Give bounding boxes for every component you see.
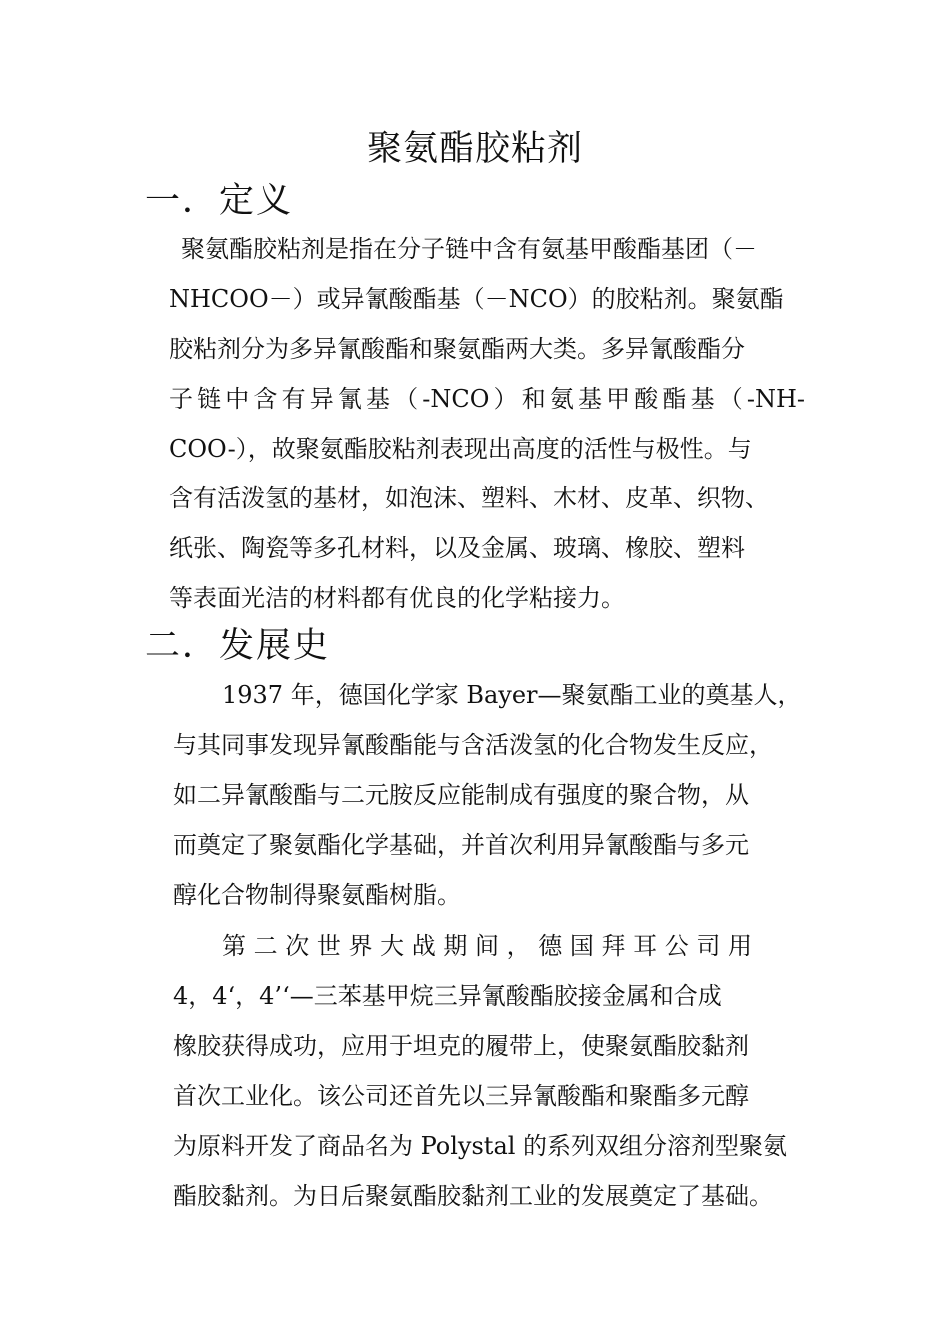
history-p2-line-1: 第 二 次 世 界 大 战 期 间 ， 德 国 拜 耳 公 司 用 [222, 932, 753, 960]
definition-line-8: 等表面光洁的材料都有优良的化学粘接力。 [169, 584, 625, 612]
definition-line-4: 子链中含有异氰基（-NCO）和氨基甲酸酯基（-NH- [169, 385, 805, 413]
definition-line-7: 纸张、陶瓷等多孔材料，以及金属、玻璃、橡胶、塑料 [169, 534, 745, 562]
definition-line-6: 含有活泼氢的基材，如泡沫、塑料、木材、皮革、织物、 [169, 484, 769, 512]
history-p1-line-1: 1937 年，德国化学家 Bayer—聚氨酯工业的奠基人， [222, 681, 802, 709]
document-title: 聚氨酯胶粘剂 [366, 129, 583, 169]
history-p1-line-3: 如二异氰酸酯与二元胺反应能制成有强度的聚合物，从 [173, 781, 749, 809]
history-p1-line-2: 与其同事发现异氰酸酯能与含活泼氢的化合物发生反应， [173, 731, 773, 759]
history-p2-line-4: 首次工业化。该公司还首先以三异氰酸酯和聚酯多元醇 [173, 1082, 749, 1110]
history-p1-line-4: 而奠定了聚氨酯化学基础，并首次利用异氰酸酯与多元 [173, 831, 749, 859]
section-heading-history: 二．发展史 [145, 626, 331, 666]
history-p1-line-5: 醇化合物制得聚氨酯树脂。 [173, 881, 461, 909]
history-p2-line-2: 4，4‘，4’‘—三苯基甲烷三异氰酸酯胶接金属和合成 [173, 982, 722, 1010]
definition-line-3: 胶粘剂分为多异氰酸酯和聚氨酯两大类。多异氰酸酯分 [169, 335, 745, 363]
history-p2-line-3: 橡胶获得成功，应用于坦克的履带上，使聚氨酯胶黏剂 [173, 1032, 749, 1060]
section-heading-definition: 一．定义 [145, 181, 294, 221]
definition-line-2: NHCOO－）或异氰酸酯基（－NCO）的胶粘剂。聚氨酯 [169, 285, 784, 313]
history-p2-line-6: 酯胶黏剂。为日后聚氨酯胶黏剂工业的发展奠定了基础。 [173, 1182, 773, 1210]
definition-line-5: COO-），故聚氨酯胶粘剂表现出高度的活性与极性。与 [169, 435, 752, 463]
definition-line-1: 聚氨酯胶粘剂是指在分子链中含有氨基甲酸酯基团（－ [181, 235, 757, 263]
history-p2-line-5: 为原料开发了商品名为 Polystal 的系列双组分溶剂型聚氨 [173, 1132, 788, 1160]
